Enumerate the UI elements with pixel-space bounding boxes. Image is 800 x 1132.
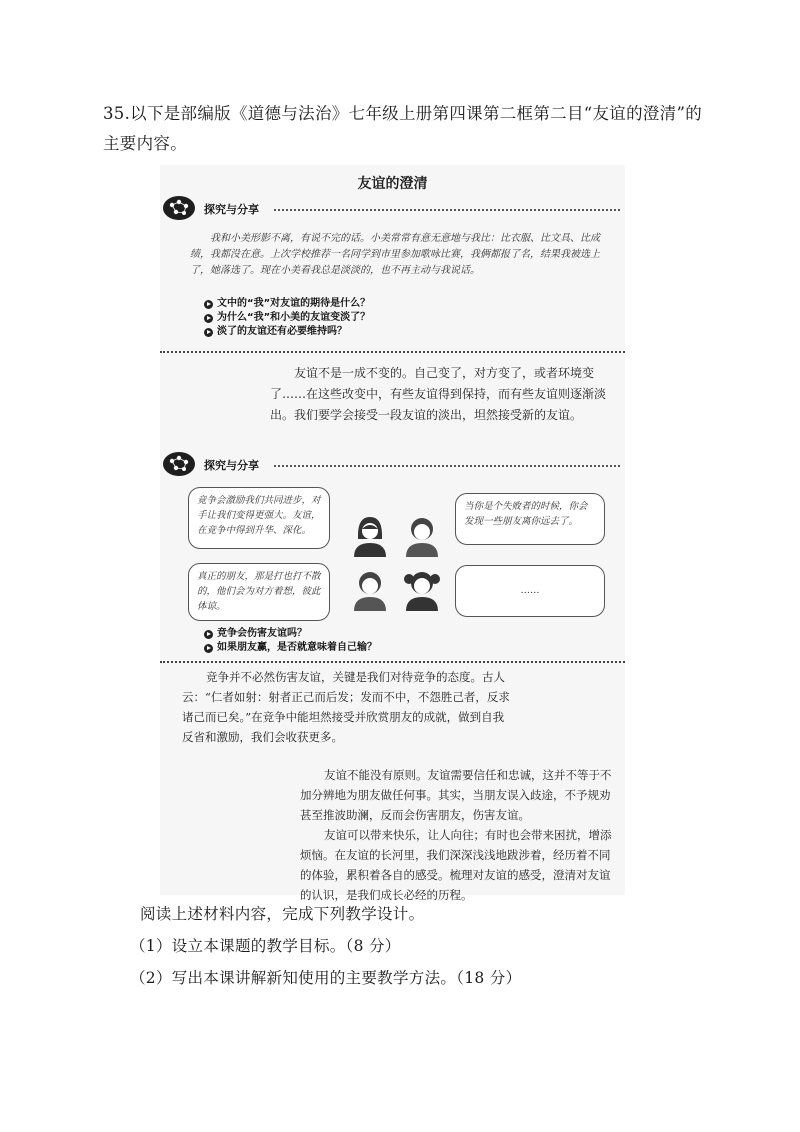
bullet-icon [204, 630, 213, 639]
paragraph-friendship-change: 友谊不是一成不变的。自己变了，对方变了，或者环境变了……在这些改变中，有些友谊得到保持，而有些友谊则逐渐淡出。我们要学会接受一段友谊的淡出，坦然接受新的友谊。 [270, 366, 607, 422]
section2-questions [204, 627, 377, 655]
section1-label: 探究与分享 [204, 203, 259, 216]
explore-share-icon [162, 451, 196, 477]
girl-pigtails-avatar-icon [400, 567, 444, 611]
speech-bubble-failure: 当你是个失败者的时候，你会发现一些朋友离你远去了。 [455, 493, 605, 545]
bullet-icon [204, 314, 213, 323]
bullet-icon [204, 644, 213, 653]
section2-label: 探究与分享 [204, 459, 259, 472]
list-item: 淡了的友谊还有必要维持吗？ [204, 325, 370, 339]
task-2: （2）写出本课讲解新知使用的主要教学方法。（18 分） [130, 969, 522, 987]
list-item: 文中的“我”对友谊的期待是什么？ [204, 297, 370, 311]
paragraph-principle: 友谊不能没有原则。友谊需要信任和忠诚，这并不等于不加分辨地为朋友做任何事。其实，当朋友误入歧途，不予规劝甚至推波助澜，反而会伤害朋友，伤害友谊。 [300, 768, 612, 822]
scan-title: 友谊的澄清 [357, 176, 428, 192]
speech-bubble-competition: 竞争会激励我们共同进步，对手让我们变得更强大。友谊，在竞争中得到升华、深化。 [188, 487, 330, 549]
boy-avatar-icon [348, 567, 392, 611]
list-item: 为什么“我”和小美的友谊变淡了？ [204, 311, 370, 325]
instructions-intro: 阅读上述材料内容，完成下列教学设计。 [140, 905, 425, 923]
textbook-scan [160, 165, 625, 902]
boy-avatar-icon [400, 513, 444, 557]
list-item: 如果朋友赢，是否就意味着自己输？ [204, 641, 377, 655]
divider [160, 351, 625, 353]
section2-header [162, 451, 620, 479]
task-1: （1）设立本课题的教学目标。（8 分） [130, 937, 401, 955]
bullet-icon [204, 300, 213, 309]
girl-avatar-icon [348, 513, 392, 557]
list-item: 竞争会伤害友谊吗？ [204, 627, 377, 641]
question-title: 35.以下是部编版《道德与法治》七年级上册第四课第二框第二目“友谊的澄清”的主要内容。 [103, 104, 703, 153]
explore-share-icon [162, 195, 196, 221]
section2-dotted-line [274, 465, 620, 467]
paragraph-experience: 友谊可以带来快乐，让人向往；有时也会带来困扰，增添烦恼。在友谊的长河里，我们深深浅浅地跋涉着，经历着不同的体验，累积着各自的感受。梳理对友谊的感受，澄清对友谊的认识，是我们成长必经的历程。 [300, 828, 612, 902]
speech-bubble-true-friend: 真正的朋友，那是打也打不散的，他们会为对方着想，彼此体谅。 [188, 563, 330, 621]
paragraph-competition: 竞争并不必然伤害友谊，关键是我们对待竞争的态度。古人云：“仁者如射：射者正己而后发；发而不中，不怨胜己者，反求诸己而已矣。”在竞争中能坦然接受并欣赏朋友的成就，做到自我反省和激励，我们会收获更多。 [182, 670, 510, 744]
section1-dotted-line [274, 209, 620, 211]
section1-header [162, 195, 620, 223]
bullet-icon [204, 328, 213, 337]
speech-bubble-empty: …… [455, 565, 605, 617]
story-text: 我和小美形影不离，有说不完的话。小美常常有意无意地与我比：比衣服、比文具、比成绩，我都没在意。上次学校推荐一名同学到市里参加歌咏比赛，我俩都报了名，结果我被选上了，她落选了。现在小美看我总是淡淡的，也不再主动与我说话。 [190, 233, 600, 276]
divider [160, 661, 625, 663]
section1-questions [204, 297, 370, 339]
